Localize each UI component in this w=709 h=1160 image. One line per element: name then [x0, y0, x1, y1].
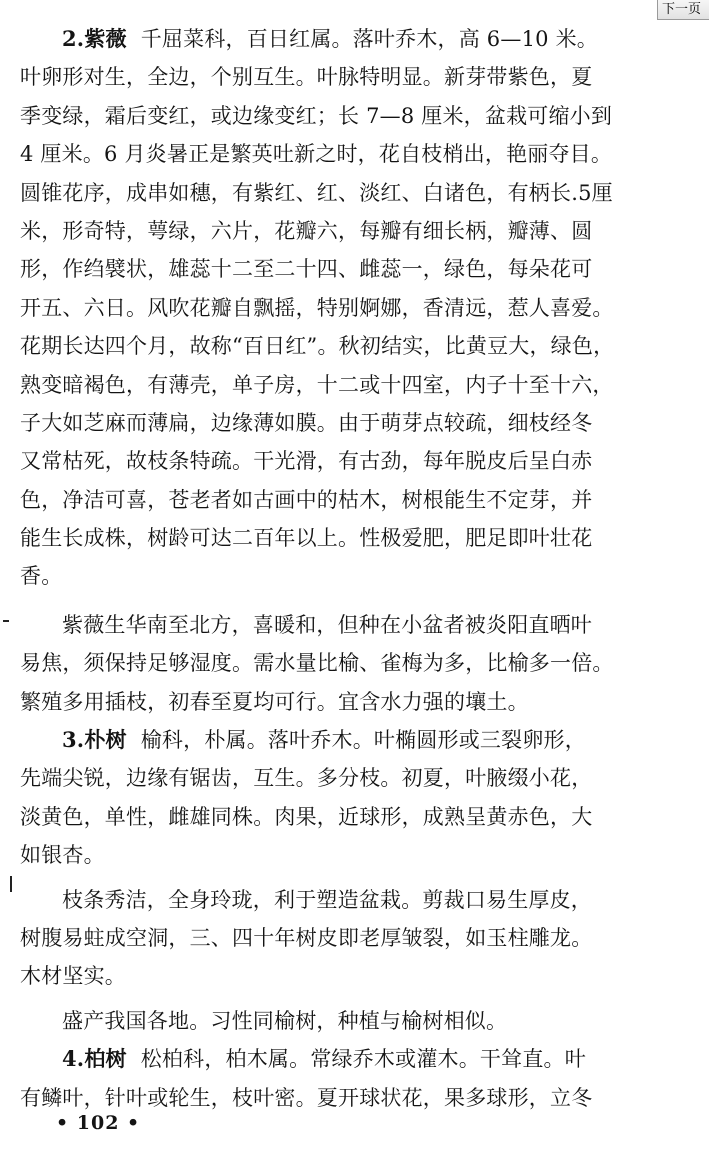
section-heading: 柏树 — [84, 1046, 127, 1072]
text-line: 盛产我国各地。习性同榆树，种植与榆树相似。 — [62, 1008, 508, 1033]
text-line: 4 厘米。6 月炎暑正是繁英吐新之时，花自枝梢出，艳丽夺目。 — [20, 142, 613, 167]
line-text: 松柏科，柏木属。常绿乔木或灌木。干耸直。叶 — [140, 1047, 586, 1072]
text-line: 树腹易蛀成空洞，三、四十年树皮即老厚皱裂，如玉柱雕龙。 — [20, 925, 593, 950]
text-line: 季变绿，霜后变红，或边缘变红；长 7—8 厘米，盆栽可缩小到 — [20, 103, 613, 128]
text-line: 易焦，须保持足够湿度。需水量比榆、雀梅为多，比榆多一倍。 — [20, 651, 614, 676]
text-line: 淡黄色，单性，雌雄同株。肉果，近球形，成熟呈黄赤色，大 — [20, 804, 593, 829]
text-line: 花期长达四个月，故称“百日红”。秋初结实，比黄豆大，绿色， — [20, 334, 615, 359]
text-line: 繁殖多用插枝，初春至夏均可行。宜含水力强的壤土。 — [20, 689, 529, 714]
text-line: 开五、六日。风吹花瓣自飘摇，特别婀娜，香清远，惹人喜爱。 — [20, 295, 614, 320]
text-line: 紫薇生华南至北方，喜暖和，但种在小盆者被炎阳直晒叶 — [62, 612, 592, 637]
text-line: 如银杏。 — [20, 843, 105, 868]
margin-mark — [3, 620, 9, 622]
text-line: 色，净洁可喜，苍老者如古画中的枯木，树根能生不定芽，并 — [20, 487, 593, 512]
text-line: 香。 — [20, 564, 63, 589]
text-line: 圆锥花序，成串如穗，有紫红、红、淡红、白诸色，有柄长.5厘 — [20, 180, 613, 205]
section-heading: 紫薇 — [84, 26, 127, 51]
text-line: 有鳞叶，针叶或轮生，枝叶密。夏开球状花，果多球形，立冬 — [20, 1085, 593, 1110]
text-line: 形，作绉襞状，雄蕊十二至二十四、雌蕊一，绿色，每朵花可 — [20, 257, 593, 282]
text-line: 先端尖锐，边缘有锯齿，互生。多分枝。初夏，叶腋缀小花， — [20, 766, 593, 791]
line-text: 榆科，朴属。落叶乔木。叶椭圆形或三裂卵形， — [140, 728, 586, 753]
page-number: • 102 • — [56, 1112, 141, 1134]
section-number: 3. — [62, 727, 85, 753]
text-line: 子大如芝麻而薄扁，边缘薄如膜。由于萌芽点较疏，细枝经冬 — [20, 410, 593, 435]
document-body — [20, 20, 682, 1117]
text-line — [20, 721, 682, 759]
section-heading: 朴树 — [84, 727, 127, 753]
section-number: 4. — [62, 1046, 85, 1072]
text-line — [20, 20, 682, 58]
text-line: 叶卵形对生，全边，个别互生。叶脉特明显。新芽带紫色，夏 — [20, 65, 593, 90]
text-line — [20, 1040, 682, 1078]
line-text: 千屈菜科，百日红属。落叶乔木，高 6—10 米。 — [140, 27, 598, 51]
text-line: 枝条秀洁，全身玲珑，利于塑造盆栽。剪裁口易生厚皮， — [62, 887, 592, 912]
next-page-button[interactable]: 下一页 — [657, 0, 709, 20]
text-line: 木材坚实。 — [20, 964, 126, 989]
section-number: 2. — [62, 26, 85, 51]
text-line: 熟变暗褐色，有薄壳，单子房，十二或十四室，内子十至十六， — [20, 372, 614, 397]
text-line: 能生长成株，树龄可达二百年以上。性极爱肥，肥足即叶壮花 — [20, 526, 593, 551]
text-line: 又常枯死，故枝条特疏。干光滑，有古劲，每年脱皮后呈白赤 — [20, 449, 593, 474]
margin-mark — [10, 876, 12, 892]
text-line: 米，形奇特，萼绿，六片，花瓣六，每瓣有细长柄，瓣薄、圆 — [20, 218, 593, 243]
